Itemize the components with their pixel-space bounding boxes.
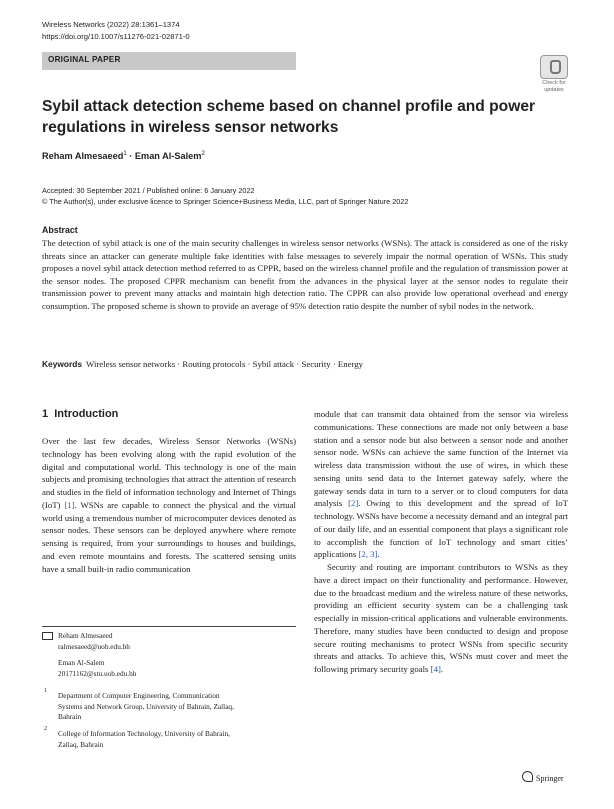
author-2-email[interactable]: 20171162@stu.uob.edu.bh [58,668,137,678]
keywords-label: Keywords [42,359,83,369]
springer-horse-icon [522,771,533,782]
bookmark-icon [540,55,568,79]
title-line-2: regulations in wireless sensor networks [42,119,339,136]
intro-paragraph-2 [314,561,568,676]
keywords [42,359,568,369]
corresponding-author-email[interactable]: ralmesaeed@uob.edu.bh [58,641,130,651]
intro-paragraph-1-cont [314,408,568,561]
copyright-line: © The Author(s), under exclusive licence to Springer Science+Business Media, LLC, part of Springer Nature 2022 [42,197,409,207]
citation-link[interactable]: [4] [430,664,441,674]
text-run: . [377,549,380,560]
publication-dates [42,185,408,207]
text-run: . WSNs are capable to connect the physical and the virtual world using a tremendous number of microcomputer devices denoted as sensor nodes. These sensors can be deployed anywhere where remote sensing is required, from your surroundings to houses and buildings, and even remote mountains and forests. The scattered sensing units have a small built-in radio communication [42,499,296,574]
journal-header [42,19,190,42]
publisher-logo [522,771,564,783]
corresponding-author-name: Reham Almesaeed [58,631,113,640]
text-run: . Owing to this development and the spread of IoT technology. WSNs have become a necessity demand and an integral part of our daily life, and an essential component that plays a significant role to accomplish the function of IoT technology and smart cities’ applications [314,498,568,560]
article-type-banner [42,52,296,70]
publisher-name: Springer [536,774,564,783]
text-run: Over the last few decades, Wireless Sensor Networks (WSNs) technology has been evolving along with the rapid evolution of the digital and computational world. This technology is one of the main subjects and promising technologies that attract the attention of research and studies in the field of information technology and Internet of Things (IoT) [42,436,296,510]
affiliation-line: Zallaq, Bahrain [58,739,104,749]
dates-line: Accepted: 30 September 2021 / Published online: 6 January 2022 [42,186,255,195]
right-column [314,408,568,676]
article-type-label: ORIGINAL PAPER [48,55,121,64]
paper-title [42,96,542,138]
keywords-list: Wireless sensor networks · Routing protocols · Sybil attack · Security · Energy [86,359,364,369]
author-1[interactable]: Reham Almesaeed [42,151,124,162]
citation-link[interactable]: [1] [64,499,75,510]
envelope-icon [42,632,53,640]
doi-link[interactable]: https://doi.org/10.1007/s11276-021-02871-0 [42,31,190,41]
affiliation-line: College of Information Technology, University of Bahrain, [58,729,230,738]
footnote-divider [42,626,296,627]
affiliation-2 [58,729,298,750]
citation-link[interactable]: [2] [348,498,359,509]
affiliation-line: Systems and Network Group, University of Bahrain, Zallaq, [58,701,234,711]
abstract-heading: Abstract [42,225,78,235]
author-separator: · [126,151,135,162]
author-2-name: Eman Al-Salem [58,658,105,668]
affiliation-2-number: 2 [44,726,47,732]
text-run: module that can transmit data obtained from the sensor via wireless communications. These connections are made not only between a base station and a sensor node but also between a sensor node and another sensor node. WSNs can achieve the same function of the Internet via wireless data transmission without the use of wires, in which these sensing units send data to the Internet gateway safely, where the gateway sends data in turn to a server or to cloud computers for data analysis [314,409,568,509]
journal-citation: Wireless Networks (2022) 28:1361–1374 [42,20,180,29]
text-run: . [440,664,444,674]
section-heading-introduction [42,408,118,420]
check-updates-line1: Check for [542,80,566,86]
author-1-affiliation: 1 [123,151,127,157]
affiliation-line: Department of Computer Engineering, Communication [58,691,220,700]
title-line-1: Sybil attack detection scheme based on channel profile and power [42,98,536,115]
left-column [42,435,296,575]
section-number: 1 [42,408,49,420]
affiliation-1 [58,691,298,723]
check-updates-line2: updates [544,87,564,93]
intro-paragraph-1 [42,435,296,575]
affiliation-1-number: 1 [44,688,47,694]
affiliation-line: Bahrain [58,712,82,722]
check-for-updates-badge[interactable] [537,55,571,93]
text-run: Security and routing are important contributors to WSNs as they have a direct impact on their functionality and performance. However, due to the broadcast medium and the wireless nature of these networks, providing an efficient security system can be a challenging task especially in mission-critical applications and vulnerable environments. Therefore, many studies have been conducted to design and propose secure routing mechanisms to protect WSNs from specific security threats and attacks. To achieve this, WSNs must cover and meet the following primary security goals [314,562,568,674]
citation-link[interactable]: [2, 3] [358,549,378,560]
abstract-text: The detection of sybil attack is one of the main security challenges in wireless sensor networks (WSNs). The attack is considered as one of the risky threats since an attacker can generate multiple fake identities with false messages to severely impair the normal operation of WSNs. This study proposes a novel sybil attack detection method referred to as CPPR, based on the wireless channel profile and the regulation of transmission power at the sensor nodes. The proposed CPPR mechanism can benefit from the advances in the physical layer at the sensor nodes to regulate their transmission power to prevent many attacks and maintain high detection ratio. The CPPR can also provide low operational overhead and energy consumption. The proposed scheme is shown to provide an average of 95% detection ratio despite the number of sybil nodes in the network. [42,238,568,311]
author-2-affiliation: 2 [201,151,205,157]
section-title: Introduction [54,408,119,420]
author-list [42,151,205,161]
author-2[interactable]: Eman Al-Salem [134,151,202,162]
